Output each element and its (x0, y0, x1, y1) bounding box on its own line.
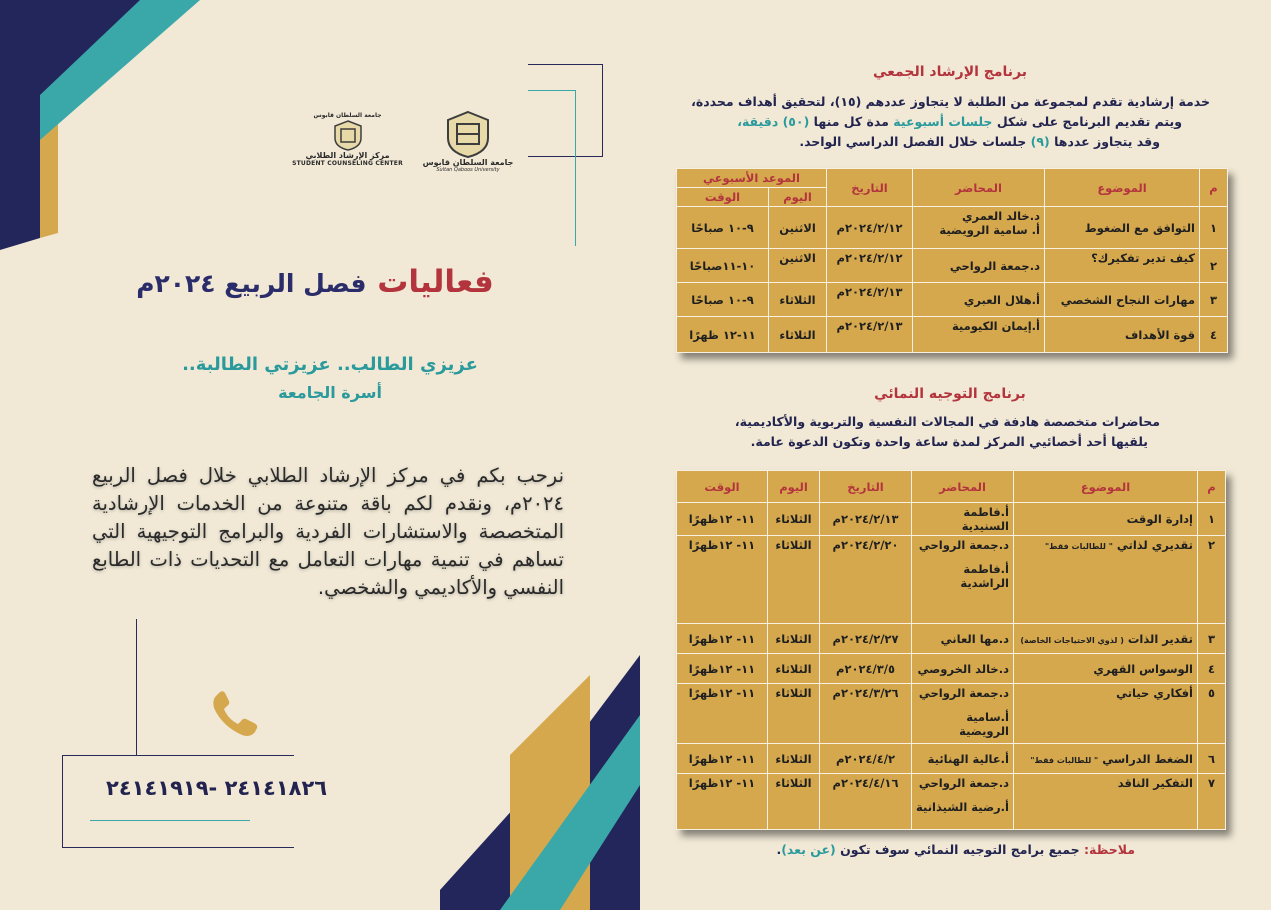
frame-line (90, 820, 250, 821)
frame-line (528, 90, 576, 91)
table-header-row: م الموضوع المحاضر التاريخ اليوم الوقت (677, 471, 1226, 503)
group-desc-line-2: ويتم تقديم البرنامج على شكل جلسات أسبوعية مدة كل منها (٥٠) دقيقة، (737, 114, 1182, 129)
table-row: ٣ مهارات النجاح الشخصي أ.هلال العبري ٢٠٢٤/٢/١٣م الثلاثاء ٩-١٠ صباحًا (677, 283, 1228, 317)
table-row: ٢ كيف تدير تفكيرك؟ د.جمعة الرواحي ٢٠٢٤/٢/١٢م الاثنين ١٠-١١صباحًا (677, 249, 1228, 283)
table-row: ١ التوافق مع الضغوط د.خالد العمري أ. سامية الرويضية ٢٠٢٤/٢/١٢م الاثنين ٩-١٠ صباحًا (677, 207, 1228, 249)
greeting-line-1: عزيزي الطالب.. عزيزتي الطالبة.. (182, 354, 478, 375)
group-program-table (676, 168, 1228, 353)
phone-icon (208, 690, 262, 744)
counseling-university-ar: جامعة السلطان قابوس (313, 112, 382, 119)
header-topic: الموضوع (1045, 169, 1200, 207)
header-date: التاريخ (827, 169, 913, 207)
group-desc-line-1: خدمة إرشادية تقدم لمجموعة من الطلبة لا يتجاوز عددهم (١٥)، لتحقيق أهداف محددة، (691, 94, 1210, 109)
group-program-desc (640, 92, 1210, 152)
table-row: ٣ تقدير الذات ( لذوي الاحتياجات الخاصة) د.مها العاني ٢٠٢٤/٢/٢٧م الثلاثاء ١١- ١٢ظهرًا (677, 624, 1226, 654)
counseling-emblem-icon (331, 119, 365, 151)
title-highlight: فعاليات (377, 264, 494, 300)
phone-numbers: ٢٤١٤١٨٢٦ -٢٤١٤١٩١٩ (106, 776, 328, 800)
frame-line (136, 619, 137, 755)
header-lecturer: المحاضر (913, 169, 1045, 207)
frame-line (62, 755, 294, 848)
greeting-line-2: أسرة الجامعة (278, 383, 382, 402)
table-row: ٤ قوة الأهداف أ.إيمان الكيومية ٢٠٢٤/٢/١٣م الثلاثاء ١١-١٢ ظهرًا (677, 317, 1228, 353)
decor-bottom-right (440, 655, 650, 910)
counseling-center-logo (290, 112, 405, 167)
university-logo (418, 110, 518, 173)
decor-top-left (0, 0, 210, 260)
intro-paragraph: نرحب بكم في مركز الإرشاد الطلابي خلال فصل الربيع ٢٠٢٤م، ونقدم لكم باقة متنوعة من الخدمات الإرشادية المتخصصة والاستشارات الفردية والبرامج التوجيهية التي تساهم في تنمية مهارات التعامل مع التحديات ذات الطابع النفسي والأكاديمي والشخصي. (92, 464, 564, 599)
developmental-program-table (676, 470, 1226, 830)
remote-note: ملاحظة: جميع برامج التوجيه النمائي سوف تكون (عن بعد). (776, 842, 1135, 857)
header-weekly: الموعد الأسبوعي (677, 169, 827, 188)
table-row: ٦ الضغط الدراسي " للطالبات فقط" أ.عالية الهنائية ٢٠٢٤/٤/٢م الثلاثاء ١١- ١٢ظهرًا (677, 744, 1226, 774)
title-rest: فصل الربيع ٢٠٢٤م (136, 269, 367, 298)
header-num: م (1200, 169, 1228, 207)
table-header-row (677, 169, 1228, 188)
counseling-name-ar: مركز الإرشاد الطلابي (305, 151, 390, 160)
table-row: ١ إدارة الوقت أ.فاطمة السنيدية ٢٠٢٤/٢/١٣م الثلاثاء ١١- ١٢ظهرًا (677, 503, 1226, 536)
table-row: ٤ الوسواس القهري د.خالد الخروصي ٢٠٢٤/٣/٥م الثلاثاء ١١- ١٢ظهرًا (677, 654, 1226, 684)
developmental-desc-line-1: محاضرات متخصصة هادفة في المجالات النفسية والتربوية والأكاديمية، (734, 414, 1160, 429)
university-emblem-icon (443, 110, 493, 158)
table-row: ٢ تقديري لذاتي " للطالبات فقط" د.جمعة الرواحي أ.فاطمة الراشدية ٢٠٢٤/٢/٢٠م الثلاثاء ١١- ١٢ظهرًا (677, 536, 1226, 624)
university-name-ar: جامعة السلطان قابوس (422, 158, 514, 167)
university-name-en: Sultan Qaboos University (436, 167, 500, 173)
developmental-desc-line-2: يلقيها أحد أخصائيي المركز لمدة ساعة واحدة وتكون الدعوة عامة. (750, 434, 1148, 449)
group-program-title: برنامج الإرشاد الجمعي (872, 64, 1028, 80)
page-title (100, 264, 530, 300)
frame-line (575, 90, 576, 246)
table-row: ٥ أفكاري حياتي د.جمعة الرواحي أ.سامية الرويضية ٢٠٢٤/٣/٢٦م الثلاثاء ١١- ١٢ظهرًا (677, 684, 1226, 744)
frame-line (528, 64, 603, 157)
developmental-program-desc (640, 412, 1160, 452)
header-day: اليوم (769, 188, 827, 207)
group-desc-line-3: وقد يتجاوز عددها (٩) جلسات خلال الفصل الدراسي الواحد. (799, 134, 1160, 149)
header-time: الوقت (677, 188, 769, 207)
table-row: ٧ التفكير الناقد د.جمعة الرواحي أ.رضية الشيذانية ٢٠٢٤/٤/١٦م الثلاثاء ١١- ١٢ظهرًا (677, 774, 1226, 830)
counseling-name-en: STUDENT COUNSELING CENTER (292, 160, 403, 167)
developmental-program-title: برنامج التوجيه النمائي (874, 386, 1026, 402)
